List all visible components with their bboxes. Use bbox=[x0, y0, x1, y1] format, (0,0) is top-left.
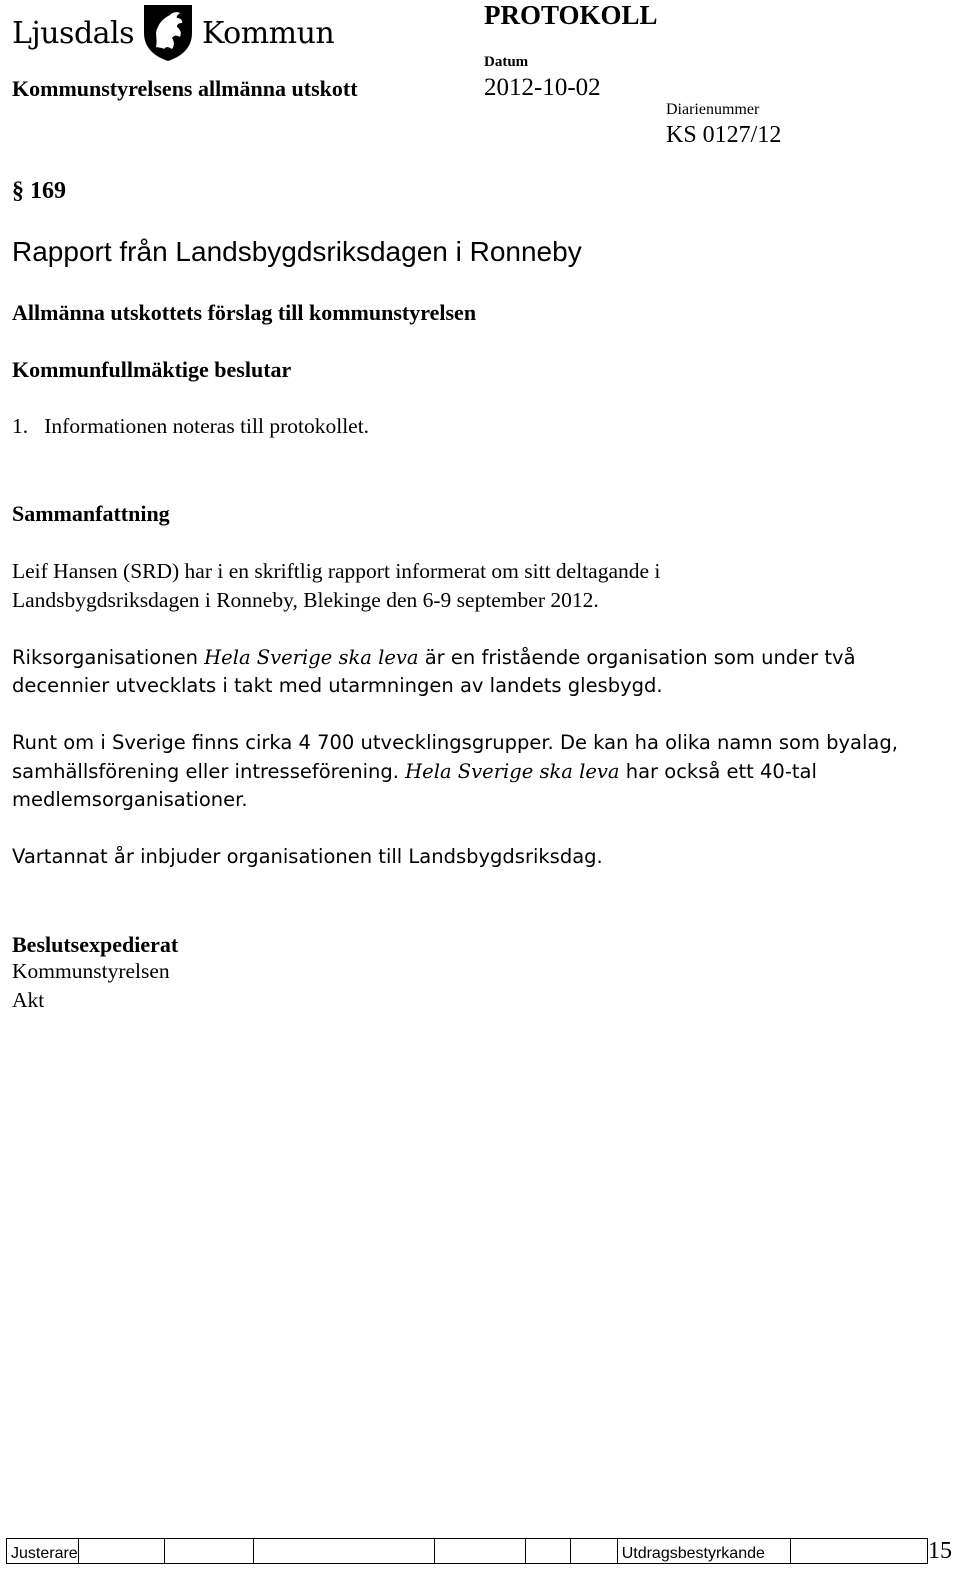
text-run: samhällsförening eller intresseförening. bbox=[12, 760, 406, 783]
text-run: är en fristående organisation som under två bbox=[418, 646, 856, 669]
summary-heading: Sammanfattning bbox=[12, 501, 170, 526]
summary-line-1: Leif Hansen (SRD) har i en skriftlig rapport informerat om sitt deltagande i bbox=[12, 559, 661, 583]
logo-text-left: Ljusdals bbox=[12, 15, 135, 51]
justerare-cell bbox=[7, 1539, 79, 1564]
justerare-label: Justerare bbox=[11, 1545, 78, 1562]
paragraph-3-line-2 bbox=[12, 760, 817, 783]
signature-cell bbox=[570, 1539, 617, 1564]
utdrag-cell bbox=[617, 1539, 790, 1564]
paragraph-number: § 169 bbox=[12, 178, 66, 204]
date-value: 2012-10-02 bbox=[484, 74, 601, 101]
page-number: 15 bbox=[928, 1538, 952, 1564]
logo-text-right: Kommun bbox=[202, 15, 335, 51]
diarienummer-value: KS 0127/12 bbox=[666, 122, 782, 148]
municipality-logo bbox=[12, 2, 334, 64]
paragraph-2-line-1 bbox=[12, 646, 856, 669]
signature-cell bbox=[253, 1539, 434, 1564]
signature-cell bbox=[78, 1539, 164, 1564]
committee-name: Kommunstyrelsens allmänna utskott bbox=[12, 76, 358, 101]
document-type: PROTOKOLL bbox=[484, 0, 658, 30]
paragraph-3-line-3: medlemsorganisationer. bbox=[12, 788, 248, 811]
decision-heading: Kommunfullmäktige beslutar bbox=[12, 357, 292, 382]
organisation-name: Hela Sverige ska leva bbox=[204, 646, 419, 669]
organisation-name: Hela Sverige ska leva bbox=[405, 760, 620, 783]
expedierat-recipient-2: Akt bbox=[12, 988, 45, 1012]
date-label: Datum bbox=[484, 54, 529, 70]
signature-cell bbox=[791, 1539, 928, 1564]
diarienummer-label: Diarienummer bbox=[666, 101, 760, 118]
signature-table bbox=[6, 1538, 928, 1564]
section-title: Rapport från Landsbygdsriksdagen i Ronneby bbox=[12, 236, 582, 267]
proposal-heading: Allmänna utskottets förslag till kommunstyrelsen bbox=[12, 300, 477, 325]
utdragsbestyrkande-label: Utdragsbestyrkande bbox=[621, 1545, 765, 1562]
paragraph-3-line-1: Runt om i Sverige finns cirka 4 700 utvecklingsgrupper. De kan ha olika namn som byalag, bbox=[12, 731, 898, 754]
text-run: Riksorganisationen bbox=[12, 646, 205, 669]
paragraph-4: Vartannat år inbjuder organisationen till Landsbygdsriksdag. bbox=[12, 845, 603, 868]
expedierat-heading: Beslutsexpedierat bbox=[12, 932, 179, 957]
text-run: har också ett 40-tal bbox=[619, 760, 817, 783]
decision-item: 1. Informationen noteras till protokollet. bbox=[12, 414, 370, 438]
signature-cell bbox=[434, 1539, 525, 1564]
signature-cell bbox=[164, 1539, 253, 1564]
expedierat-recipient-1: Kommunstyrelsen bbox=[12, 959, 170, 983]
page-footer bbox=[0, 1538, 960, 1583]
coat-of-arms-icon bbox=[142, 3, 194, 63]
signature-cell bbox=[525, 1539, 570, 1564]
paragraph-2-line-2: decennier utvecklats i takt med utarmningen av landets glesbygd. bbox=[12, 674, 663, 697]
summary-line-2: Landsbygdsriksdagen i Ronneby, Blekinge den 6-9 september 2012. bbox=[12, 588, 599, 612]
